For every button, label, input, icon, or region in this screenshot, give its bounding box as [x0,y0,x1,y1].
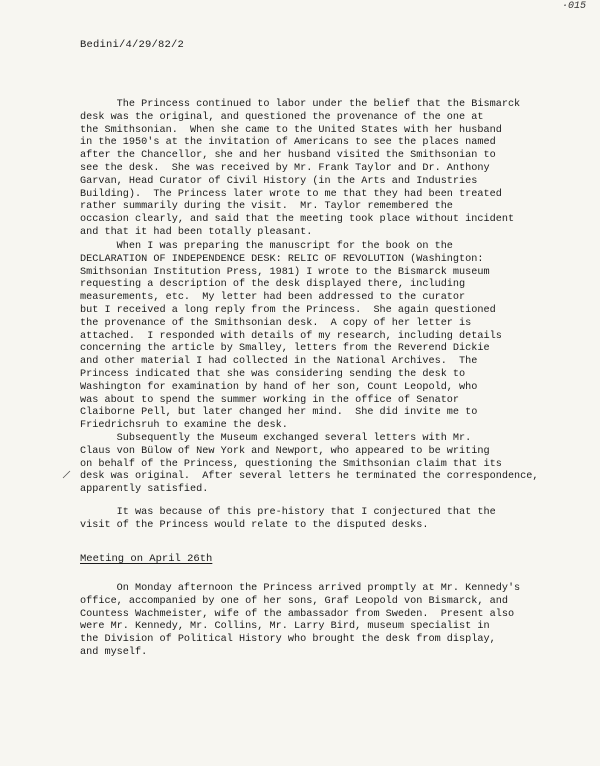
text-line: attached. I responded with details of my research, including details [80,330,502,342]
text-line: Claus von Bülow of New York and Newport, who appeared to be writing [80,445,490,457]
text-line: Garvan, Head Curator of Civil History (in the Arts and Industries [80,175,478,187]
text-line: visit of the Princess would relate to the disputed desks. [80,519,429,531]
text-line: Washington for examination by hand of her son, Count Leopold, who [80,381,478,393]
text-line: office, accompanied by one of her sons, Graf Leopold von Bismarck, and [80,595,508,607]
text-line: Smithsonian Institution Press, 1981) I wrote to the Bismarck museum [80,266,490,278]
text-line: after the Chancellor, she and her husband visited the Smithsonian to [80,150,496,162]
text-line: desk was the original, and questioned the provenance of the one at [80,111,484,123]
text-line: rather summarily during the visit. Mr. Taylor remembered the [80,201,453,213]
text-line: On Monday afternoon the Princess arrived promptly at Mr. Kennedy's [80,583,521,594]
text-line: was about to spend the summer working in the office of Senator [80,394,460,406]
text-line: occasion clearly, and said that the meeting took place without incident [80,214,515,226]
text-line: and other material I had collected in the National Archives. The [80,356,478,368]
paragraph-pre-history [80,507,600,533]
text-line: Princess indicated that she was considering sending the desk to [80,368,466,380]
text-line: the provenance of the Smithsonian desk. A copy of her letter is [80,317,472,329]
text-line: DECLARATION OF INDEPENDENCE DESK: RELIC OF REVOLUTION (Washington: [80,253,484,265]
text-line: see the desk. She was received by Mr. Frank Taylor and Dr. Anthony [80,162,490,174]
section-heading-meeting: Meeting on April 26th [80,553,213,565]
text-line: Subsequently the Museum exchanged several letters with Mr. [80,433,472,444]
document-reference-header: Bedini/4/29/82/2 [80,39,185,51]
text-line: When I was preparing the manuscript for the book on the [80,241,453,252]
text-line: measurements, etc. My letter had been addressed to the curator [80,292,466,304]
text-line: in the 1950's at the invitation of Americans to see the places named [80,137,496,149]
paragraph-meeting-details [80,583,600,660]
text-line: but I received a long reply from the Princess. She again questioned [80,304,496,316]
page-number: ·015 [561,1,586,12]
text-line: the Division of Political History who brought the desk from display, [80,634,496,646]
text-line: Countess Wachmeister, wife of the ambassador from Sweden. Present also [80,608,515,620]
paragraph-princess-belief [80,99,600,240]
text-line: The Princess continued to labor under the belief that the Bismarck [80,99,521,110]
text-line: desk was original. After several letters he terminated the correspondence, [80,471,539,483]
text-line: on behalf of the Princess, questioning the Smithsonian claim that its [80,458,502,470]
pencil-margin-mark [62,470,71,479]
text-line: Friedrichsruh to examine the desk. [80,420,288,432]
text-line: It was because of this pre-history that I conjectured that the [80,507,496,518]
text-line: requesting a description of the desk displayed there, including [80,279,466,291]
paragraph-manuscript-preparation [80,241,600,433]
text-line: the Smithsonian. When she came to the United States with her husband [80,124,502,136]
text-line: and that it had been totally pleasant. [80,226,313,238]
text-line: Claiborne Pell, but later changed her mind. She did invite me to [80,407,478,419]
text-line: Building). The Princess later wrote to me that they had been treated [80,188,502,200]
text-line: were Mr. Kennedy, Mr. Collins, Mr. Larry Bird, museum specialist in [80,621,490,633]
paragraph-von-bulow-letters [80,433,600,497]
text-line: apparently satisfied. [80,484,209,496]
text-line: concerning the article by Smalley, letters from the Reverend Dickie [80,343,490,355]
text-line: and myself. [80,646,148,658]
